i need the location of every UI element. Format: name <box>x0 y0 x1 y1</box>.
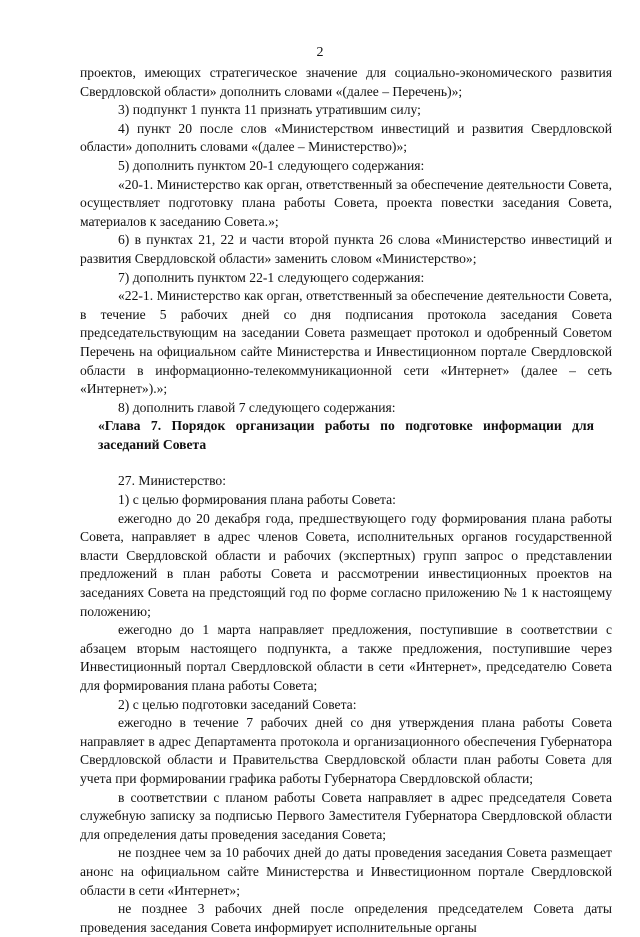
paragraph: не позднее 3 рабочих дней после определения председателем Совета даты проведения заседания Совета информирует исполнительные органы <box>80 901 612 935</box>
paragraph: 7) дополнить пунктом 22-1 следующего содержания: <box>118 269 425 285</box>
paragraph: «20-1. Министерство как орган, ответственный за обеспечение деятельности Совета, осуществляет подготовку плана работы Совета, проекта повестки заседания Совета, материалов к заседанию Совета.»; <box>80 176 612 229</box>
paragraph: в соответствии с планом работы Совета направляет в адрес председателя Совета служебную записку за подписью Первого Заместителя Губернатора Свердловской области для определения даты проведения заседания Совета; <box>80 789 612 842</box>
page-number: 2 <box>316 45 324 60</box>
chapter-title: «Глава 7. Порядок организации работы по подготовке информации для заседаний Совета <box>98 418 594 452</box>
paragraph: ежегодно до 20 декабря года, предшествующего году формирования плана работы Совета, направляет в адрес членов Совета, исполнительных органов государственной власти Свердловской области и рабочих (экспертных) групп запрос о представлении предложений в план работы Совета и рассмотрении инвестиционных проектов на заседаниях Совета на предстоящий год по форме согласно приложению № 1 к настоящему положению; <box>80 510 612 619</box>
paragraph: ежегодно в течение 7 рабочих дней со дня утверждения плана работы Совета направляет в адрес Департамента протокола и организационного обеспечения Губернатора Свердловской области и Правительства Свердловской области план работы Совета для учета при формировании графика работы Губернатора Свердловской области; <box>80 715 612 786</box>
spacer <box>80 454 612 472</box>
paragraph: 3) подпункт 1 пункта 11 признать утратившим силу; <box>118 102 421 118</box>
paragraph: 1) с целью формирования плана работы Совета: <box>118 492 396 508</box>
document-body <box>80 64 612 937</box>
paragraph: ежегодно до 1 марта направляет предложения, поступившие в соответствии с абзацем вторым настоящего подпункта, а также предложения, поступившие через Инвестиционный портал Свердловской области в сети «Интернет», председателю Совета для формирования плана работы Совета; <box>80 622 612 693</box>
paragraph: 5) дополнить пунктом 20-1 следующего содержания: <box>118 157 425 173</box>
paragraph: 6) в пунктах 21, 22 и части второй пункта 26 слова «Министерство инвестиций и развития Свердловской области» заменить словом «Министерство»; <box>80 232 612 266</box>
paragraph: не позднее чем за 10 рабочих дней до даты проведения заседания Совета размещает анонс на официальном сайте Министерства и Инвестиционном портале Свердловской области в сети «Интернет»; <box>80 845 612 898</box>
paragraph: 4) пункт 20 после слов «Министерством инвестиций и развития Свердловской области» дополнить словами «(далее – Министерство)»; <box>80 120 612 155</box>
paragraph: 2) с целью подготовки заседаний Совета: <box>118 696 357 712</box>
paragraph: 27. Министерство: <box>118 473 226 489</box>
paragraph: 8) дополнить главой 7 следующего содержания: <box>118 399 396 415</box>
paragraph: проектов, имеющих стратегическое значение для социально-экономического развития Свердловской области» дополнить словами «(далее – Перечень)»; <box>80 65 612 99</box>
paragraph: «22-1. Министерство как орган, ответственный за обеспечение деятельности Совета, в течение 5 рабочих дней со дня подписания протокола заседания Совета председательствующим на заседании Совета размещает протокол и одобренный Советом Перечень на официальном сайте Министерства и Инвестиционном портале Свердловской области в информационно-телекоммуникационной сети «Интернет» (далее – сеть «Интернет»).»; <box>80 288 612 397</box>
